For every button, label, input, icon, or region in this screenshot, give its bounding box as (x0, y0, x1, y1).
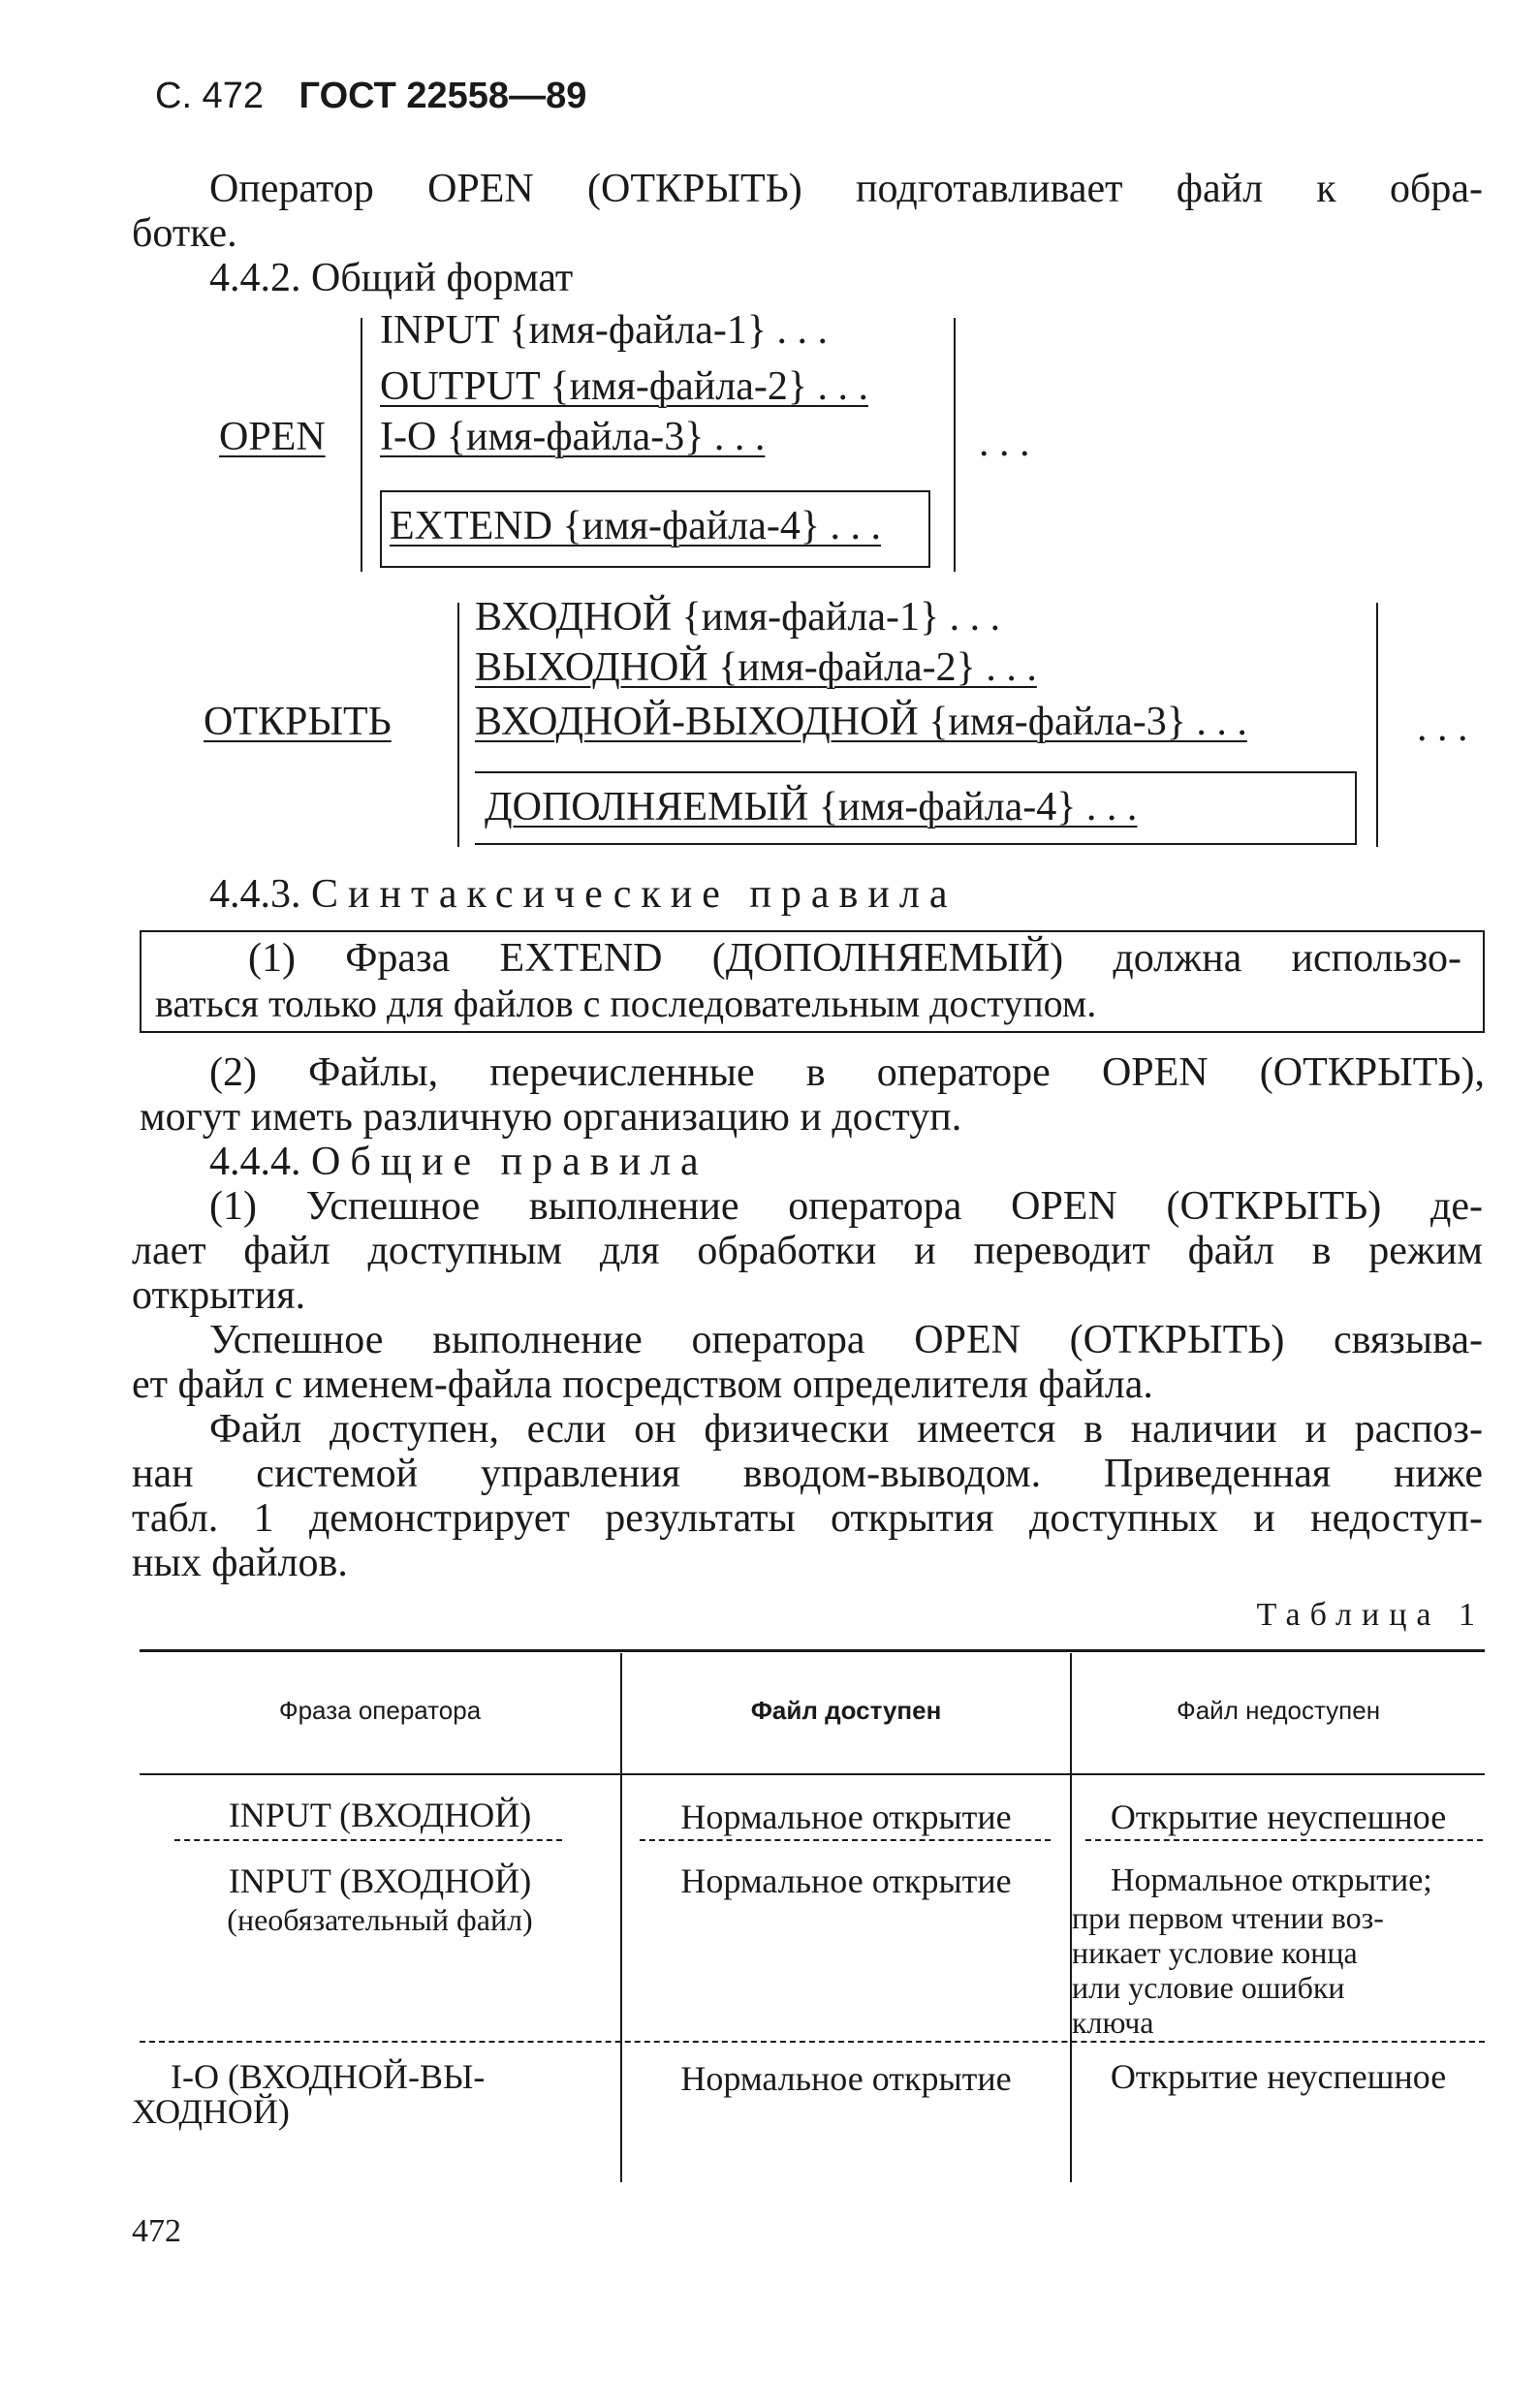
general2-line-1: Успешное выполнение оператора OPEN (ОТКРЫТЬ) связыва- (209, 1318, 1483, 1362)
table-caption: Таблица 1 (1256, 1597, 1485, 1633)
row2-unavailable-2: при первом чтении воз- (1072, 1900, 1384, 1935)
rule2-line-1: (2) Файлы, перечисленные в операторе OPEN (ОТКРЫТЬ), (209, 1050, 1485, 1095)
format-ru-option-1: ВХОДНОЙ {имя-файла-1} . . . (475, 595, 1001, 640)
general3-line-4: ных файлов. (132, 1541, 348, 1585)
rule1-box-bottom (140, 1031, 1485, 1033)
row3-phrase-note: ХОДНОЙ) (132, 2092, 290, 2131)
table-header-phrase: Фраза оператора (278, 1696, 482, 1725)
rule1-box-left (140, 930, 141, 1031)
format-ru-option-2 (475, 645, 1037, 691)
general2-line-2: ет файл с именем-файла посредством определителя файла. (132, 1362, 1153, 1407)
row3-phrase: I-O (ВХОДНОЙ-ВЫ- (171, 2057, 486, 2096)
intro-line-1: Оператор OPEN (ОТКРЫТЬ) подготавливает файл к обра- (209, 167, 1483, 211)
general1-line-1: (1) Успешное выполнение оператора OPEN (ОТКРЫТЬ) де- (209, 1184, 1483, 1229)
section-443-heading (209, 872, 957, 918)
section-444-heading (209, 1140, 708, 1185)
format-ru-option-4 (485, 785, 1137, 830)
rule2-line-2: могут иметь различную организацию и доступ. (140, 1095, 962, 1140)
format-ru-option-4-text: ДОПОЛНЯЕМЫЙ {имя-файла-4} . . . (485, 785, 1138, 829)
format-en-option-4 (390, 504, 881, 549)
rule1-line-2: ваться только для файлов с последовательным доступом. (155, 982, 1097, 1025)
row2-unavailable-1: Нормальное открытие; (1111, 1862, 1432, 1898)
row3-available: Нормальное открытие (680, 2059, 1012, 2098)
table-col-divider-1 (620, 1653, 622, 2182)
format-ru-verb: ОТКРЫТЬ (204, 700, 392, 744)
table-header-unavailable: Файл недоступен (1176, 1696, 1381, 1725)
extend-box-left (380, 490, 382, 568)
format-en-option-4-text: EXTEND {имя-файла-4} . . . (390, 504, 882, 548)
page-ref: С. 472 (155, 76, 264, 116)
extend-ru-box-bottom (475, 843, 1357, 845)
section-443-title: Синтаксические правила (311, 872, 958, 917)
row2-separator (140, 2041, 1485, 2043)
general1-line-2: лает файл доступным для обработки и переводит файл в режим (132, 1229, 1483, 1273)
section-444-number: 4.4.4. (209, 1140, 301, 1184)
row2-phrase: INPUT (ВХОДНОЙ) (228, 1861, 532, 1900)
row1-available: Нормальное открытие (680, 1798, 1012, 1836)
row3-unavailable: Открытие неуспешное (1110, 2057, 1447, 2096)
format-en-option-2 (380, 364, 868, 410)
general1-line-3: открытия. (132, 1273, 306, 1318)
general3-line-2: нан системой управления вводом-выводом. Приведенная ниже (132, 1452, 1483, 1496)
extend-box-bottom (380, 566, 930, 568)
table-top-rule (140, 1649, 1485, 1652)
rule1-line-1: (1) Фраза EXTEND (ДОПОЛНЯЕМЫЙ) должна использо- (248, 936, 1461, 981)
brace-right-ru (1376, 603, 1378, 847)
row1-unavailable: Открытие неуспешное (1110, 1798, 1447, 1836)
extend-box-right (928, 490, 930, 568)
format-en-option-3-text: I-O {имя-файла-3} . . . (380, 415, 766, 459)
rule1-box-right (1483, 930, 1485, 1031)
row1-underline-1 (174, 1839, 562, 1841)
row1-underline-2 (640, 1839, 1051, 1841)
brace-right-en (954, 318, 956, 572)
format-en-option-2-text: OUTPUT {имя-файла-2} . . . (380, 364, 868, 409)
extend-ru-box-right (1355, 771, 1357, 845)
rule1-box-top (140, 930, 1485, 932)
brace-left-en (361, 318, 362, 572)
standard-code: ГОСТ 22558—89 (298, 76, 587, 116)
row2-phrase-note: (необязательный файл) (227, 1902, 533, 1937)
section-442-title: 4.4.2. Общий формат (209, 256, 574, 300)
row2-unavailable-3: никает условие конца (1072, 1935, 1358, 1970)
brace-left-ru (457, 603, 459, 847)
intro-line-2: ботке. (132, 211, 237, 256)
row2-unavailable-4: или условие ошибки (1072, 1970, 1345, 2005)
page-number: 472 (132, 2213, 181, 2249)
format-ru-ellipsis: . . . (1417, 705, 1468, 750)
extend-ru-box-top (475, 771, 1357, 773)
format-ru-option-2-text: ВЫХОДНОЙ {имя-файла-2} . . . (475, 645, 1037, 690)
extend-box-top (380, 490, 930, 492)
general3-line-3: табл. 1 демонстрирует результаты открытия доступных и недоступ- (132, 1496, 1483, 1541)
row1-phrase: INPUT (ВХОДНОЙ) (228, 1796, 532, 1834)
table-header-rule (140, 1773, 1485, 1775)
format-ru-option-3-text: ВХОДНОЙ-ВЫХОДНОЙ {имя-файла-3} . . . (475, 700, 1247, 744)
format-en-ellipsis: . . . (979, 421, 1030, 465)
row2-available: Нормальное открытие (680, 1861, 1012, 1900)
format-ru-option-3 (475, 700, 1247, 745)
format-en-option-3 (380, 415, 765, 460)
format-en-option-1: INPUT {имя-файла-1} . . . (380, 308, 828, 353)
section-443-number: 4.4.3. (209, 872, 301, 917)
page-header (155, 74, 586, 119)
row1-underline-3 (1085, 1839, 1483, 1841)
table-header-available: Файл доступен (750, 1696, 942, 1725)
format-en-verb: OPEN (219, 415, 326, 459)
general3-line-1: Файл доступен, если он физически имеется в наличии и распоз- (209, 1407, 1483, 1452)
row2-unavailable-5: ключа (1072, 2005, 1154, 2040)
section-444-title: Общие правила (311, 1140, 708, 1184)
